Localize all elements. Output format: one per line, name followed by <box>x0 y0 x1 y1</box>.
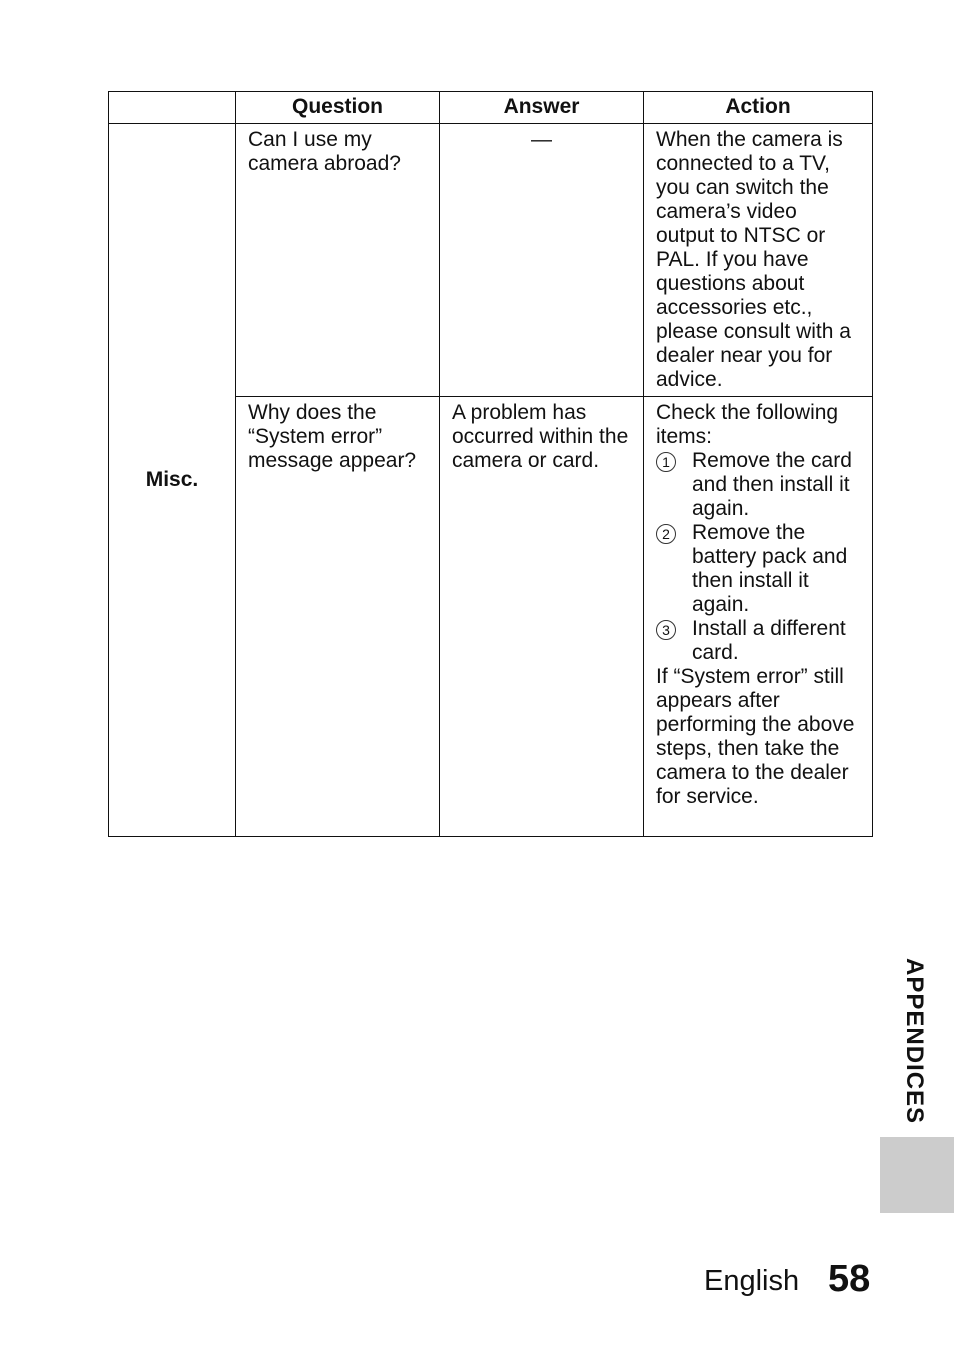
faq-table <box>108 91 873 837</box>
step-number: 1 <box>656 452 676 472</box>
footer-language: English <box>704 1265 800 1297</box>
header-category <box>109 92 236 124</box>
step-item <box>656 449 860 521</box>
page-number: 58 <box>828 1258 871 1300</box>
header-answer: Answer <box>440 92 644 124</box>
action-intro: Check the following items: <box>656 401 839 448</box>
header-question: Question <box>236 92 440 124</box>
answer-cell: — <box>440 124 644 397</box>
action-outro: If “System error” still appears after performing the above steps, then take the camera to the dealer for service. <box>656 665 855 808</box>
table-row <box>109 124 873 397</box>
step-number: 2 <box>656 524 676 544</box>
step-number: 3 <box>656 620 676 640</box>
action-cell <box>644 397 873 837</box>
steps-list <box>656 449 860 665</box>
question-cell: Can I use my camera abroad? <box>236 124 440 397</box>
header-action: Action <box>644 92 873 124</box>
step-text: Remove the card and then install it again. <box>692 449 852 520</box>
section-tab-marker <box>880 1137 954 1213</box>
step-text: Remove the battery pack and then install it again. <box>692 521 848 616</box>
section-side-label: APPENDICES <box>901 958 928 1125</box>
action-cell: When the camera is connected to a TV, you can switch the camera’s video output to NTSC or PAL. If you have questions about accessories etc., please consult with a dealer near you for advice. <box>644 124 873 397</box>
step-text: Install a different card. <box>692 617 846 664</box>
step-item <box>656 617 860 665</box>
answer-cell: A problem has occurred within the camera or card. <box>440 397 644 837</box>
table-header-row <box>109 92 873 124</box>
step-item <box>656 521 860 617</box>
category-cell: Misc. <box>109 124 236 837</box>
question-cell: Why does the “System error” message appear? <box>236 397 440 837</box>
